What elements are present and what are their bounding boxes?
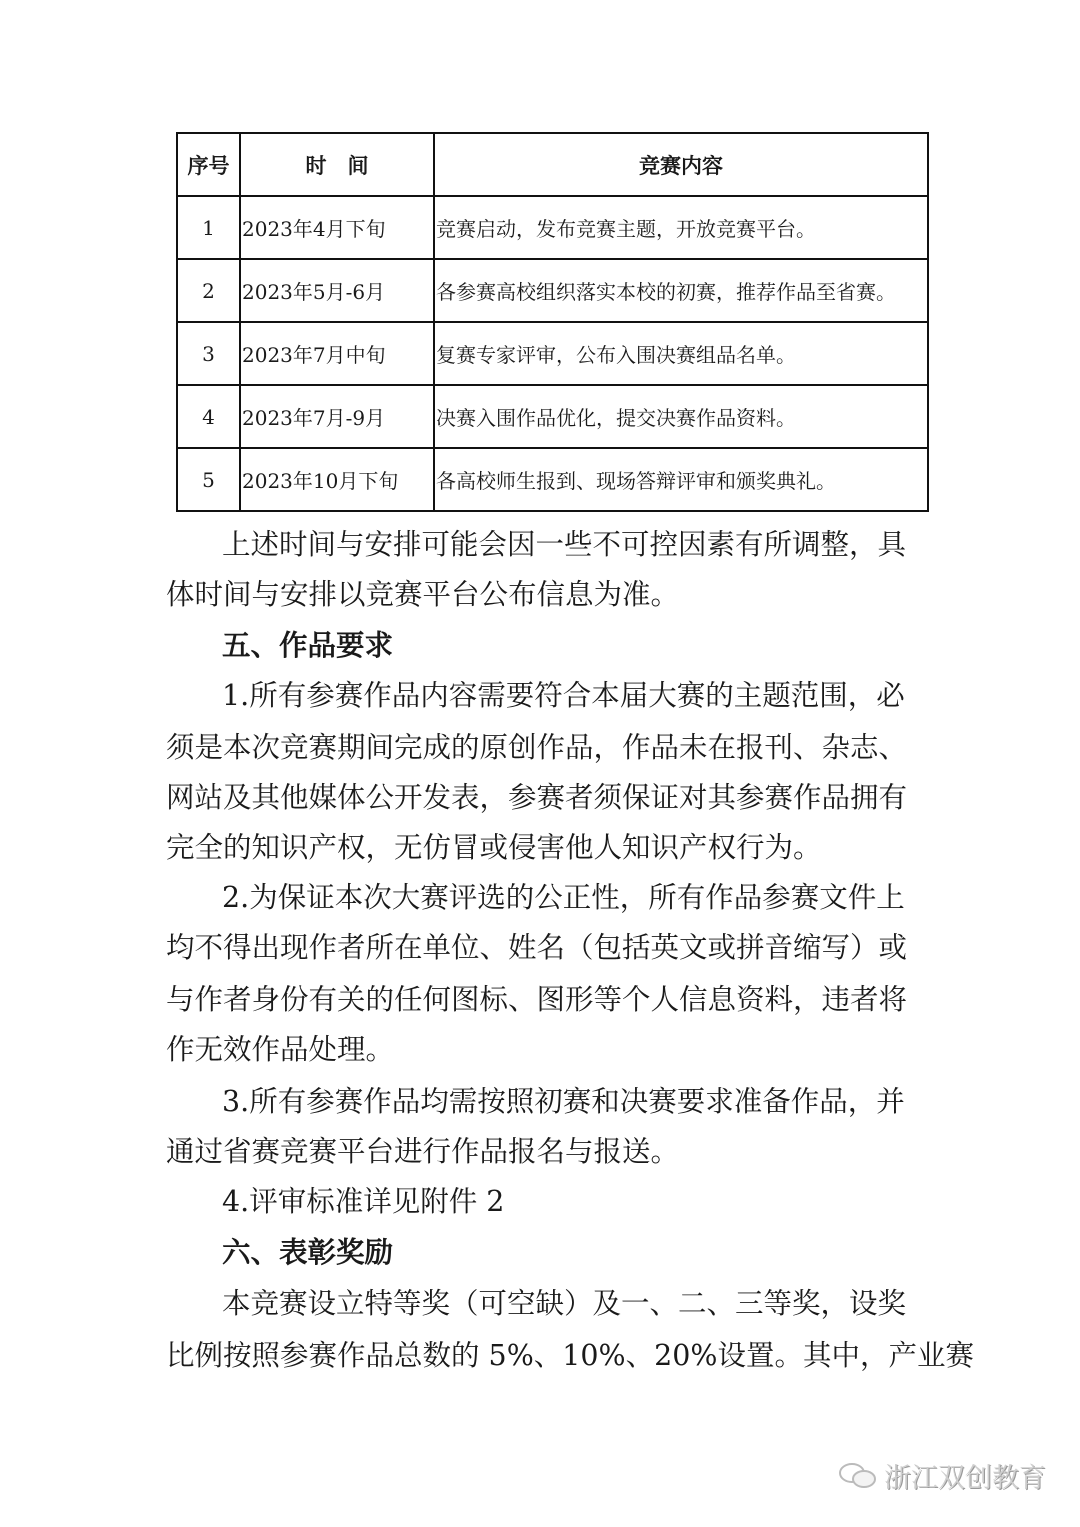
header-index: 序号: [177, 133, 240, 196]
cell-time: 2023年7月-9月: [240, 385, 434, 448]
watermark: [838, 1456, 1046, 1495]
paragraph-line: 网站及其他媒体公开发表，参赛者须保证对其参赛作品拥有: [166, 781, 908, 814]
cell-content: 决赛入围作品优化，提交决赛作品资料。: [434, 385, 928, 448]
cell-time: 2023年5月-6月: [240, 259, 434, 322]
schedule-table: [176, 132, 929, 512]
cell-index: 4: [177, 385, 240, 448]
table-row: [177, 196, 928, 259]
paragraph-line: 1.所有参赛作品内容需要符合本届大赛的主题范围，必: [222, 679, 905, 712]
paragraph-line: 4.评审标准详见附件 2: [222, 1185, 505, 1218]
cell-index: 3: [177, 322, 240, 385]
paragraph-line: 通过省赛竞赛平台进行作品报名与报送。: [166, 1135, 680, 1168]
section-heading: 五、作品要求: [222, 628, 394, 662]
cell-content: 各高校师生报到、现场答辩评审和颁奖典礼。: [434, 448, 928, 511]
paragraph-line: 均不得出现作者所在单位、姓名（包括英文或拼音缩写）或: [166, 931, 908, 964]
cell-time: 2023年10月下旬: [240, 448, 434, 511]
cell-time: 2023年7月中旬: [240, 322, 434, 385]
table-row: [177, 385, 928, 448]
wechat-icon: [838, 1461, 878, 1491]
cell-index: 1: [177, 196, 240, 259]
cell-content: 各参赛高校组织落实本校的初赛，推荐作品至省赛。: [434, 259, 928, 322]
paragraph-line: 与作者身份有关的任何图标、图形等个人信息资料，违者将: [166, 983, 908, 1016]
cell-index: 5: [177, 448, 240, 511]
paragraph-line: 3.所有参赛作品均需按照初赛和决赛要求准备作品，并: [222, 1085, 905, 1118]
table-row: [177, 322, 928, 385]
watermark-text: 浙江双创教育: [884, 1463, 1046, 1494]
paragraph-line: 须是本次竞赛期间完成的原创作品，作品未在报刊、杂志、: [166, 731, 908, 764]
cell-content: 复赛专家评审，公布入围决赛组品名单。: [434, 322, 928, 385]
cell-content: 竞赛启动，发布竞赛主题，开放竞赛平台。: [434, 196, 928, 259]
paragraph-line: 完全的知识产权，无仿冒或侵害他人知识产权行为。: [166, 831, 822, 864]
header-content: 竞赛内容: [434, 133, 928, 196]
header-time: 时 间: [240, 133, 434, 196]
paragraph-line: 本竞赛设立特等奖（可空缺）及一、二、三等奖，设奖: [222, 1287, 907, 1320]
paragraph-line: 上述时间与安排可能会因一些不可控因素有所调整，具: [222, 528, 907, 561]
paragraph-line: 2.为保证本次大赛评选的公正性，所有作品参赛文件上: [222, 881, 905, 914]
cell-time: 2023年4月下旬: [240, 196, 434, 259]
section-heading: 六、表彰奖励: [222, 1235, 394, 1269]
paragraph-line: 比例按照参赛作品总数的 5%、10%、20%设置。其中，产业赛: [166, 1339, 974, 1372]
paragraph-line: 作无效作品处理。: [166, 1033, 395, 1066]
table-row: [177, 448, 928, 511]
cell-index: 2: [177, 259, 240, 322]
table-row: [177, 259, 928, 322]
table-header-row: [177, 133, 928, 196]
paragraph-line: 体时间与安排以竞赛平台公布信息为准。: [166, 578, 680, 611]
